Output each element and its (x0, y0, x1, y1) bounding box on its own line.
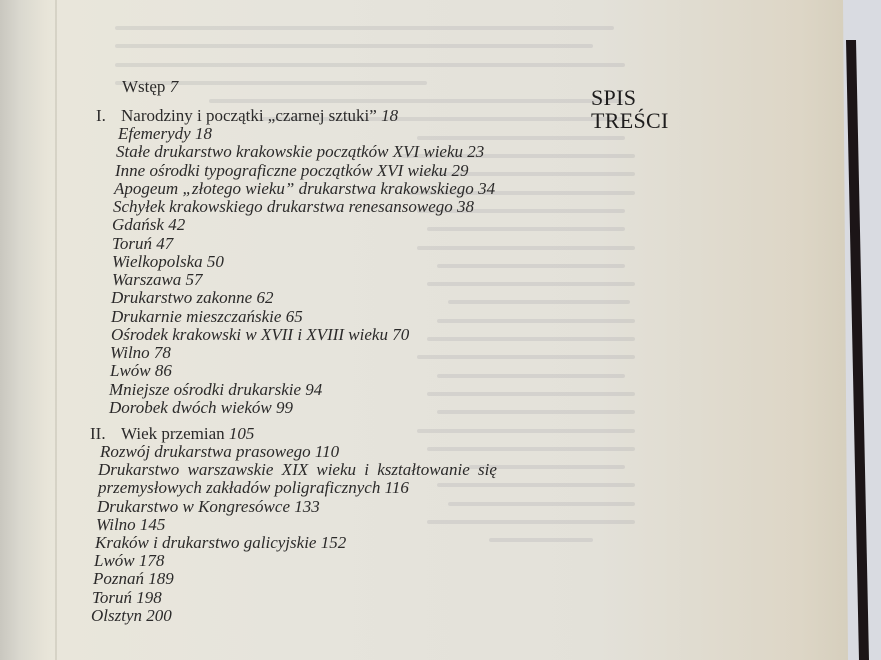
toc-entry (111, 308, 303, 326)
toc-entry (110, 344, 171, 362)
entry-title: Toruń (112, 233, 153, 253)
entry-page: 189 (148, 569, 174, 589)
entry-page: 65 (285, 306, 303, 326)
toc-entry (112, 253, 224, 271)
toc-entry (100, 443, 339, 461)
part-page: 18 (381, 106, 399, 125)
entry-page: 116 (384, 478, 409, 498)
part-numeral: II. (90, 424, 106, 443)
page-title (591, 86, 669, 132)
entry-page: 152 (320, 533, 347, 552)
toc-entry (91, 607, 172, 625)
entry-title: Wilno (110, 343, 150, 362)
entry-page: 200 (146, 605, 172, 625)
toc-entry (115, 162, 468, 180)
toc-entry (116, 143, 484, 161)
entry-title: Kraków i drukarstwo galicyjskie (95, 533, 317, 552)
entry-page: 110 (314, 442, 340, 461)
toc-entry (94, 552, 164, 570)
toc-entry (118, 125, 212, 143)
toc-entry (98, 479, 409, 497)
toc-entry-intro (122, 78, 178, 96)
entry-title: Dorobek dwóch wieków (109, 397, 272, 417)
entry-page: 133 (294, 496, 320, 516)
entry-title: Olsztyn (91, 605, 142, 625)
part-title: Narodziny i początki „czarnej sztuki” (121, 106, 377, 125)
entry-page: 42 (168, 215, 186, 235)
toc-entry (96, 516, 165, 534)
entry-title: Drukarstwo w Kongresówce (97, 496, 290, 516)
toc-entry (109, 399, 293, 417)
part-numeral: I. (96, 106, 106, 125)
part-title: Wiek przemian (121, 424, 225, 443)
entry-page: 198 (136, 587, 162, 607)
toc-entry (98, 461, 497, 479)
toc-entry (110, 362, 172, 380)
entry-page: 34 (478, 178, 496, 198)
toc-entry (112, 216, 185, 234)
entry-page: 29 (451, 160, 469, 180)
toc-entry (112, 271, 203, 289)
toc-entry (113, 198, 474, 216)
entry-title: Schyłek krakowskiego drukarstwa renesansowego (113, 197, 453, 216)
entry-title: Drukarnie mieszczańskie (111, 306, 282, 326)
toc-entry (95, 534, 346, 552)
toc-entry (111, 289, 273, 307)
entry-page: 99 (275, 397, 293, 417)
entry-title: Toruń (92, 587, 133, 607)
entry-title: Poznań (93, 569, 144, 589)
toc-part-heading (121, 107, 398, 125)
entry-title: Apogeum „złotego wieku” drukarstwa krakowskiego (114, 178, 474, 198)
toc-entry (92, 589, 162, 607)
entry-page: 7 (169, 77, 179, 96)
toc-part-heading (121, 425, 254, 443)
entry-title: Lwów (110, 361, 151, 381)
entry-page: 18 (194, 124, 212, 143)
entry-title: Efemerydy (118, 124, 191, 143)
entry-page: 38 (457, 197, 475, 216)
title-line-2: TREŚCI (591, 108, 669, 133)
entry-page: 86 (154, 361, 172, 381)
title-line-1: SPIS (591, 85, 637, 110)
entry-title: Stałe drukarstwo krakowskie początków XVI wieku (116, 142, 464, 162)
entry-page: 94 (305, 379, 323, 399)
entry-page: 23 (467, 142, 485, 162)
entry-title: Warszawa (112, 270, 182, 289)
toc-entry (112, 235, 173, 253)
entry-page: 47 (156, 233, 174, 253)
entry-title: przemysłowych zakładów poligraficznych (98, 478, 381, 498)
entry-title: Wilno (96, 514, 136, 534)
entry-page: 145 (139, 514, 166, 534)
entry-title: Mniejsze ośrodki drukarskie (109, 379, 302, 399)
part-page: 105 (228, 424, 255, 443)
toc-entry (93, 570, 174, 588)
entry-page: 78 (153, 343, 171, 362)
entry-title: Wstęp (122, 77, 166, 96)
toc-entry (111, 326, 409, 344)
entry-title: Inne ośrodki typograficzne początków XVI wieku (115, 160, 448, 180)
entry-page: 70 (392, 324, 410, 344)
entry-title: Wielkopolska (112, 251, 203, 271)
entry-title: Gdańsk (112, 215, 164, 235)
entry-page: 178 (138, 551, 165, 571)
entry-page: 50 (206, 251, 224, 271)
entry-page: 62 (256, 288, 274, 308)
entry-title: Drukarstwo zakonne (111, 288, 253, 308)
entry-title: Ośrodek krakowski w XVII i XVIII wieku (111, 324, 388, 344)
entry-title: Rozwój drukarstwa prasowego (100, 442, 311, 461)
entry-title: Lwów (94, 551, 135, 571)
toc-entry (114, 180, 495, 198)
entry-page: 57 (185, 270, 203, 289)
toc-entry (97, 498, 320, 516)
entry-title: Drukarstwo warszawskie XIX wieku i kształtowanie się (98, 460, 497, 480)
toc-entry (109, 381, 322, 399)
